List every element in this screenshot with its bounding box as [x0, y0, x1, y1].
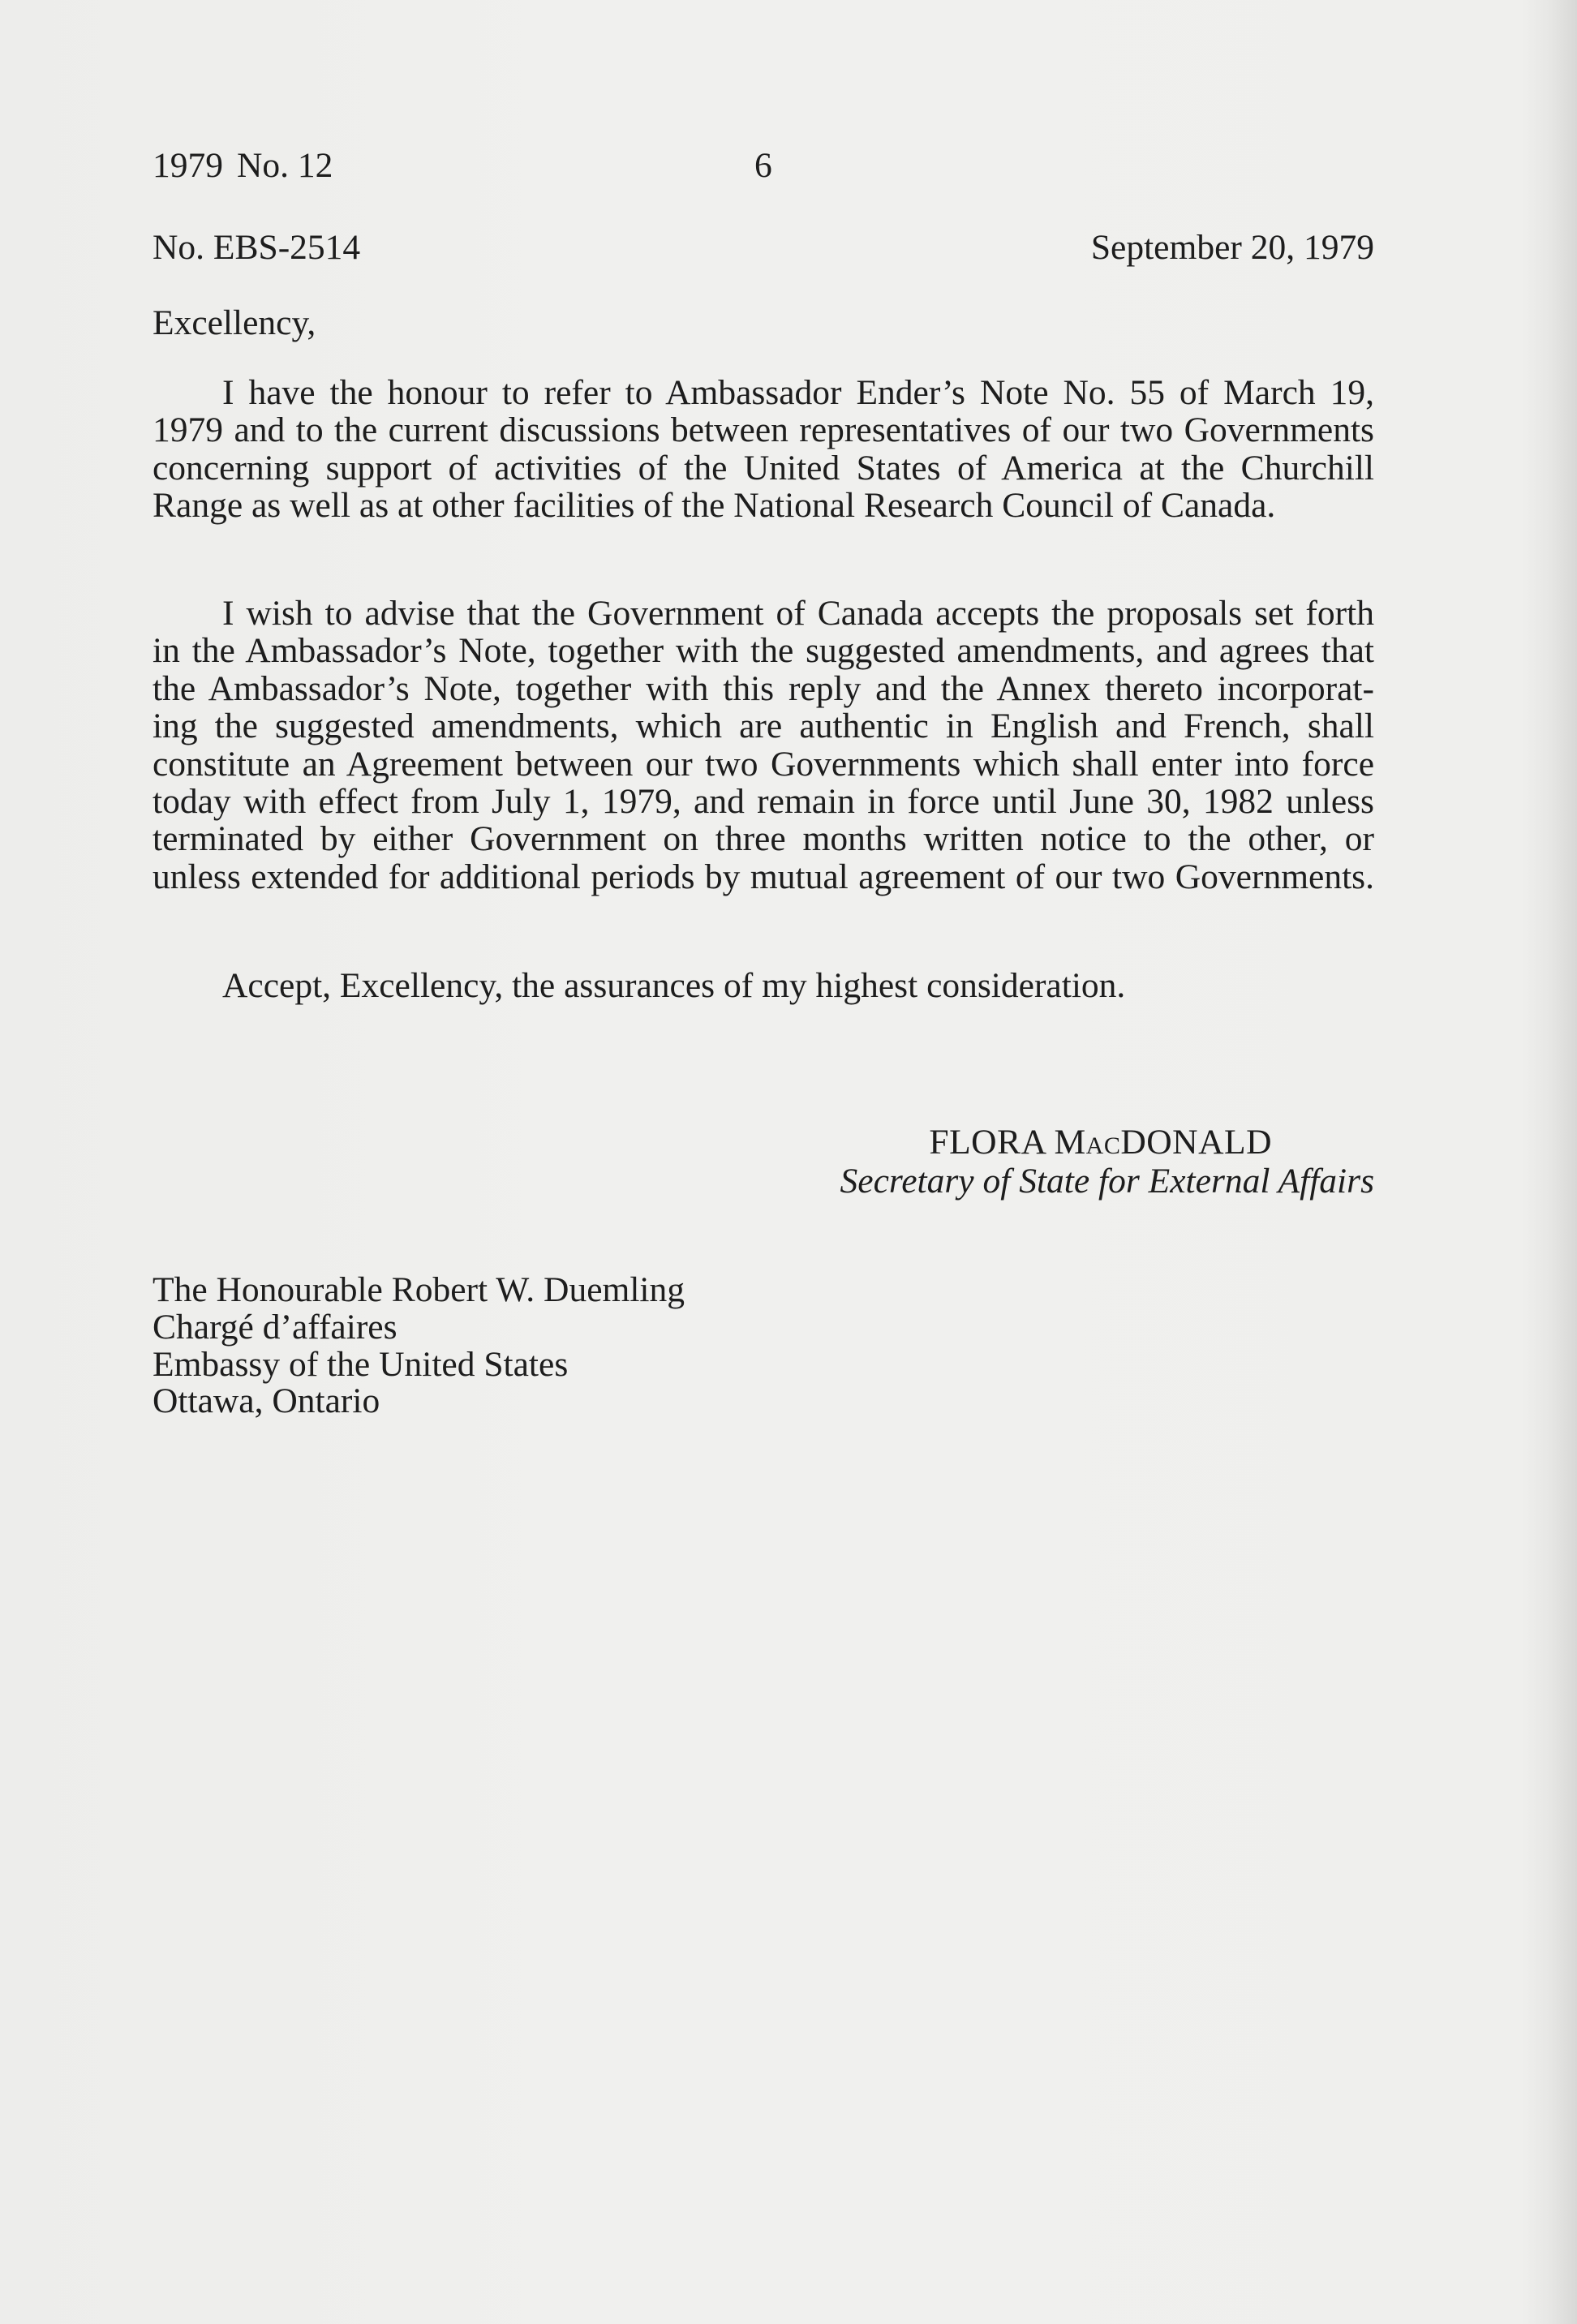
addressee-name: The Honourable Robert W. Duemling — [153, 1270, 685, 1309]
series-number: No. 12 — [237, 146, 333, 185]
closing-formula: Accept, Excellency, the assurances of my highest consideration. — [222, 966, 1126, 1005]
paragraph-line: concerning support of activities of the United States of America at the Churchill — [153, 448, 1374, 488]
page-number: 6 — [754, 146, 772, 185]
paragraph-1 — [153, 374, 1374, 525]
salutation: Excellency, — [153, 303, 316, 342]
paragraph-line: constitute an Agreement between our two Governments which shall enter into force — [153, 744, 1374, 784]
addressee-city: Ottawa, Ontario — [153, 1381, 380, 1421]
paragraph-2 — [153, 595, 1374, 896]
series-year: 1979 — [153, 146, 223, 185]
paragraph-line: in the Ambassador’s Note, together with the suggested amendments, and agrees that — [153, 631, 1374, 671]
paragraph-line: 1979 and to the current discussions between representatives of our two Governments — [153, 410, 1374, 450]
paragraph-line: the Ambassador’s Note, together with this reply and the Annex thereto incorporat- — [153, 668, 1374, 708]
paragraph-line: unless extended for additional periods by mutual agreement of our two Governments. — [153, 857, 1374, 896]
paragraph-line: today with effect from July 1, 1979, and remain in force until June 30, 1982 unless — [153, 781, 1374, 821]
paragraph-line: terminated by either Government on three months written notice to the other, or — [153, 819, 1374, 859]
paragraph-line: I have the honour to refer to Ambassador Ender’s Note No. 55 of March 19, — [222, 373, 1374, 412]
addressee-position: Chargé d’affaires — [153, 1307, 397, 1347]
signatory-title: Secretary of State for External Affairs — [840, 1162, 1374, 1201]
paragraph-line: I wish to advise that the Government of Canada accepts the proposals set forth — [222, 594, 1374, 633]
addressee-block — [153, 1272, 685, 1420]
paragraph-line: Range as well as at other facilities of the National Research Council of Canada. — [153, 486, 1276, 526]
paragraph-line: ing the suggested amendments, which are authentic in English and French, shall — [153, 707, 1374, 746]
addressee-organization: Embassy of the United States — [153, 1344, 569, 1384]
note-date: September 20, 1979 — [1090, 228, 1374, 267]
note-reference: No. EBS-2514 — [153, 228, 361, 267]
signatory-name: FLORA MacDONALD — [929, 1123, 1272, 1162]
